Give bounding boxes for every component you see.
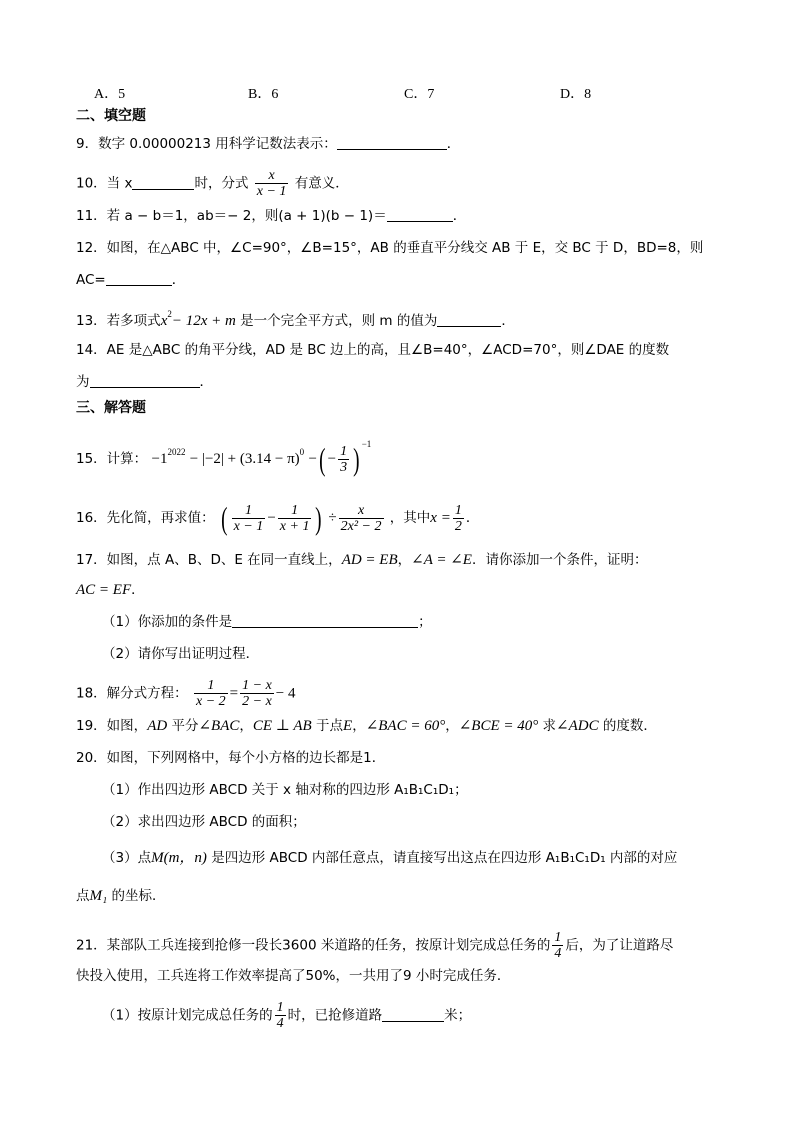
question-10: 10．当 x 时，分式 $\frac{x}{x - 1}$ 有意义． bbox=[76, 168, 349, 199]
answer-blank[interactable] bbox=[132, 175, 194, 190]
question-20-part-2: （2）求出四边形 ABCD 的面积； bbox=[102, 814, 306, 830]
question-15: 15．计算： $-1^{2022} - |-2| + (3.14 - \pi)^0$ −( − $\frac{1}{3}$ ) $^{-1}$ bbox=[76, 439, 372, 477]
question-19: 19．如图，AD 平分∠BAC，CE ⊥ AB 于点E，∠BAC = 60°，∠BCE = 40° 求∠ADC 的度数． bbox=[76, 718, 657, 734]
question-17-line-1: 17．如图，点 A、B、D、E 在同一直线上，AD = EB，∠A = ∠E．请你添加一个条件，证明： bbox=[76, 552, 648, 568]
answer-blank[interactable] bbox=[106, 271, 172, 286]
answer-blank[interactable] bbox=[337, 135, 447, 150]
question-13: 13．若多项式$x^2- 12x + m$ 是一个完全平方式，则 m 的值为 ． bbox=[76, 309, 515, 329]
question-11: 11．若 a − b＝1，ab＝− 2，则(a + 1)(b − 1)＝ ． bbox=[76, 208, 467, 224]
answer-blank[interactable] bbox=[387, 207, 453, 222]
question-17-part-1: （1）你添加的条件是 ； bbox=[102, 614, 432, 630]
question-17-line-2: AC = EF． bbox=[76, 582, 145, 598]
answer-blank[interactable] bbox=[90, 373, 200, 388]
question-9: 9．数字 0.00000213 用科学记数法表示： ． bbox=[76, 136, 461, 152]
question-14-line-2: 为 ． bbox=[76, 374, 213, 390]
section-fill-in-heading: 二、填空题 bbox=[76, 108, 146, 124]
answer-blank[interactable] bbox=[382, 1007, 444, 1022]
question-16: 16．先化简，再求值： ( $\frac{1}{x - 1}$ − $\frac{1}{x + 1}$ ) ÷ $\frac{x}{\text{2x² − 2}}$ ，其中x = $\frac{1}{2}$ ． bbox=[76, 500, 480, 536]
option-c: C．7 bbox=[404, 87, 435, 102]
question-20-part-1: （1）作出四边形 ABCD 关于 x 轴对称的四边形 A₁B₁C₁D₁； bbox=[102, 782, 468, 798]
question-21-line-2: 快投入使用，工兵连将工作效率提高了50%，一共用了9 小时完成任务． bbox=[76, 968, 511, 984]
answer-blank[interactable] bbox=[437, 312, 501, 327]
option-d: D．8 bbox=[560, 87, 592, 102]
question-21-line-1: 21．某部队工兵连接到抢修一段长3600 米道路的任务，按原计划完成总任务的 $\frac{1}{4}$ 后，为了让道路尽 bbox=[76, 930, 674, 961]
question-21-part-1: （1）按原计划完成总任务的 $\frac{1}{4}$ 时，已抢修道路 米； bbox=[102, 1000, 472, 1031]
answer-blank[interactable] bbox=[232, 613, 418, 628]
question-12-line-2: AC= ． bbox=[76, 272, 186, 288]
question-14-line-1: 14．AE 是△ABC 的角平分线，AD 是 BC 边上的高，且∠B=40°，∠ACD=70°，则∠DAE 的度数 bbox=[76, 342, 670, 358]
option-a: A．5 bbox=[94, 87, 126, 102]
question-20: 20．如图，下列网格中，每个小方格的边长都是1． bbox=[76, 750, 386, 766]
question-20-part-3-cont: 点M₁ 的坐标． bbox=[76, 888, 166, 904]
question-12-line-1: 12．如图，在△ABC 中，∠C=90°，∠B=15°，AB 的垂直平分线交 AB 于 E，交 BC 于 D，BD=8，则 bbox=[76, 240, 704, 256]
question-20-part-3: （3）点M(m，n) 是四边形 ABCD 内部任意点，请直接写出这点在四边形 A₁B₁C₁D₁ 内部的对应 bbox=[102, 850, 678, 866]
question-17-part-2: （2）请你写出证明过程． bbox=[102, 646, 260, 662]
question-18: 18．解分式方程： $\frac{1}{x - 2}$ = $\frac{1 - x}{2 - x}$ − 4 bbox=[76, 678, 296, 709]
section-solve-heading: 三、解答题 bbox=[76, 400, 146, 416]
option-b: B．6 bbox=[248, 87, 279, 102]
